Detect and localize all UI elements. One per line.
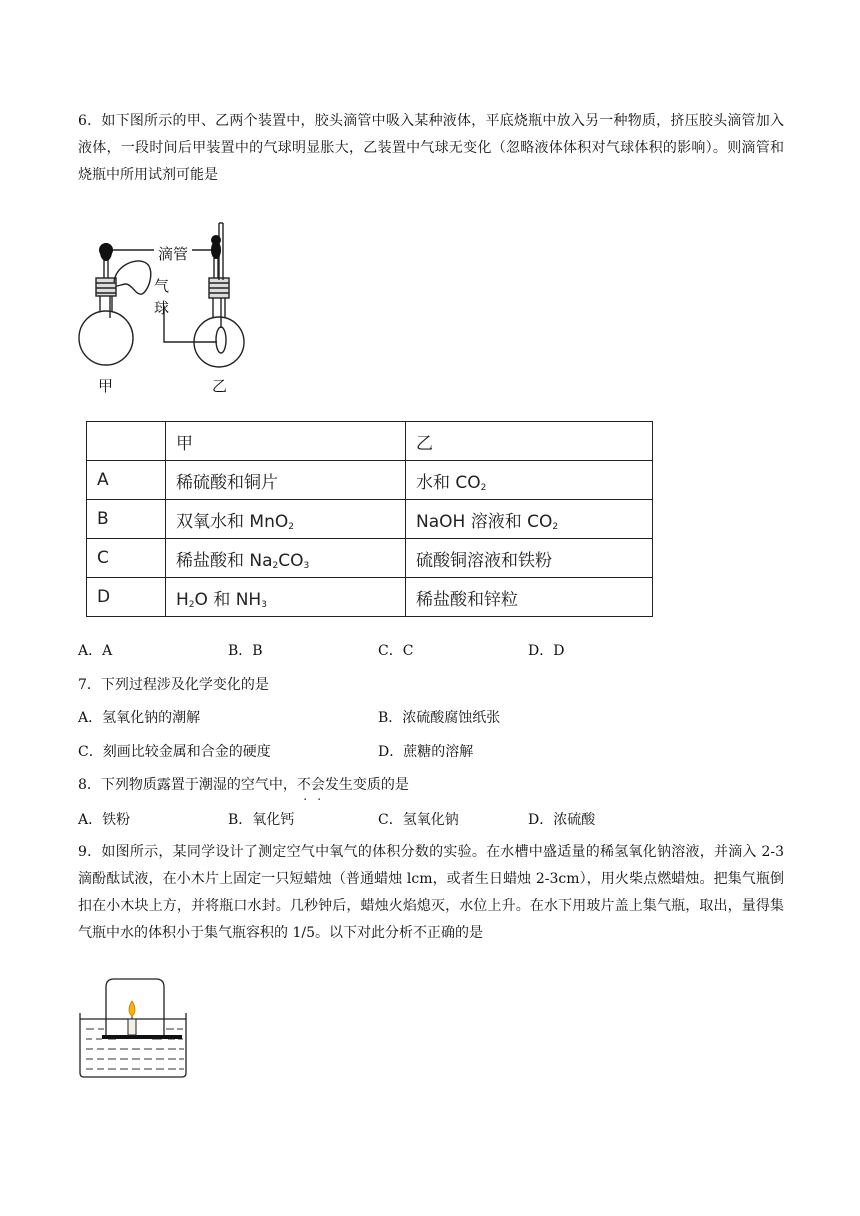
- table-row: [87, 578, 653, 617]
- cell-jia: 稀盐酸和 $Na_2CO_3$: [166, 539, 406, 578]
- candle-trough-figure: [78, 975, 190, 1081]
- label-dropper: 滴管: [158, 245, 189, 263]
- q6-option-b[interactable]: B．B: [228, 643, 263, 659]
- q8-option-b[interactable]: B．氧化钙: [228, 812, 295, 828]
- q8-option-d[interactable]: D．浓硫酸: [528, 812, 596, 828]
- question-7-text: 7．下列过程涉及化学变化的是: [78, 677, 269, 693]
- label-jia: 甲: [98, 377, 114, 395]
- q6-option-a[interactable]: A．A: [78, 643, 113, 659]
- cell-jia: 双氧水和 MnO$_2$: [166, 500, 406, 539]
- row-key: B: [87, 500, 166, 539]
- reagent-table: [86, 421, 653, 617]
- q7-option-b[interactable]: B．浓硫酸腐蚀纸张: [378, 710, 501, 726]
- row-key: C: [87, 539, 166, 578]
- cell-yi: 稀盐酸和锌粒: [406, 578, 653, 617]
- q8-option-c[interactable]: C．氢氧化钠: [378, 812, 459, 828]
- cell-yi: NaOH 溶液和 $CO_2$: [406, 500, 653, 539]
- q7-option-c[interactable]: C．刻画比较金属和合金的硬度: [78, 744, 271, 760]
- cell-jia: $H_2O$ 和 $NH_3$: [166, 578, 406, 617]
- label-yi: 乙: [212, 377, 228, 395]
- table-header-cell: 甲: [166, 422, 406, 461]
- table-row: [87, 500, 653, 539]
- cell-yi: 硫酸铜溶液和铁粉: [406, 539, 653, 578]
- table-row: [87, 461, 653, 500]
- label-balloon-2: 球: [154, 299, 170, 317]
- emphasis-dot: 会: [310, 777, 325, 793]
- cell-jia: 稀硫酸和铜片: [166, 461, 406, 500]
- question-9-text: 9．如图所示，某同学设计了测定空气中氧气的体积分数的实验。在水槽中盛适量的稀氢氧化钠溶液，并滴入 2-3 滴酚酞试液，在小木片上固定一只短蜡烛（普通蜡烛 lcm，或者生日蜡烛 2-3cm），用火柴点燃蜡烛。把集气瓶倒扣在小木块上方，并将瓶口水封。几秒钟后，蜡烛火焰熄灭，水位上升。在水下用玻片盖上集气瓶，取出，量得集气瓶中水的体积小于集气瓶容积的 1/5。以下对此分析不正确的是: [78, 844, 784, 941]
- q6-option-c[interactable]: C．C: [378, 643, 414, 659]
- emphasis-dot: 不: [296, 777, 311, 793]
- table-header-cell: [87, 422, 166, 461]
- table-header-cell: 乙: [406, 422, 653, 461]
- q8-option-a[interactable]: A．铁粉: [78, 812, 131, 828]
- question-6-text: 6．如下图所示的甲、乙两个装置中，胶头滴管中吸入某种液体，平底烧瓶中放入另一种物质，挤压胶头滴管加入液体，一段时间后甲装置中的气球明显胀大，乙装置中气球无变化（忽略液体体积对气球体积的影响）。则滴管和烧瓶中所用试剂可能是: [78, 113, 784, 183]
- label-balloon-1: 气: [154, 277, 170, 295]
- row-key: A: [87, 461, 166, 500]
- table-header-row: [87, 422, 653, 461]
- question-8-text: 8．下列物质露置于潮湿的空气中，不会发生变质的是: [78, 777, 409, 793]
- table-row: [87, 539, 653, 578]
- q7-option-d[interactable]: D．蔗糖的溶解: [378, 744, 474, 760]
- cell-yi: 水和 $CO_2$: [406, 461, 653, 500]
- row-key: D: [87, 578, 166, 617]
- q6-option-d[interactable]: D．D: [528, 643, 565, 659]
- q7-option-a[interactable]: A．氢氧化钠的潮解: [78, 710, 201, 726]
